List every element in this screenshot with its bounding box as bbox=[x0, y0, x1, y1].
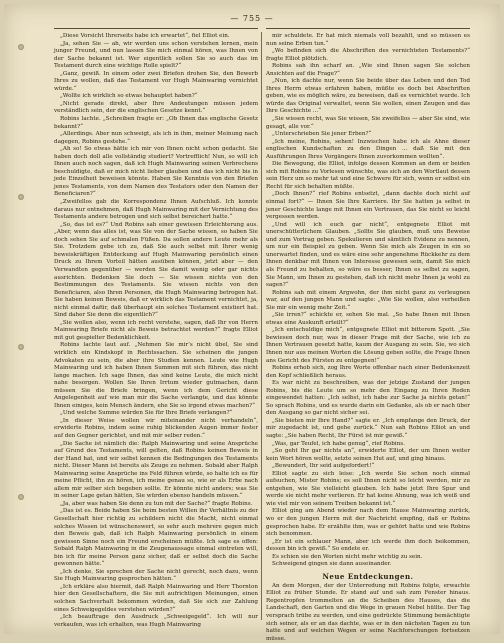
binding-hole bbox=[18, 44, 24, 50]
paragraph: „Sie irren?“ schickte er, sehen Sie mal. „So habe Ihnen mit Ihnen etwas eine Auskunft erteilt?“ bbox=[266, 312, 470, 326]
paragraph: „Und welche Summe würden Sie für Ihre Briefe verlangen?“ bbox=[60, 410, 233, 417]
paragraph: „Ja, aber was haben Sie denn zu tun mit der Sache?“ fragte Robins. bbox=[60, 500, 253, 507]
book-page bbox=[4, 4, 500, 642]
paragraph: Robins sah mit einem Argwohn, der ihm nicht ganz zu verleugnen war, auf den jungen Mann und sagte: „Wie Sie wollen, also verheißen Sie mir ein wenig mehr Zeit.“ bbox=[266, 289, 470, 311]
paragraph: „Und will ich euch gar nicht“, entgegnete Elliot mit unerschütterlichem Glauben. „Sollte Sie glauben, muß uns Beweise und zum Vortrag geben. Spekulieren und sämtlich Evidenz zu nennen, um nur ein Beispiel zu geben. Wenn Sie mich als Zeugen in ein so unerwartet finden, und es wäre eine sehr angenehme Rückkehr zu dem Ihnen denkbar mit Ihnen von Interesse gewesen sein, damit Sie mich als Freund zu behalten, so wäre es besser, Ihnen es selbst zu sagen, Sie Mann, um Ihnen zu gestehen, daß ich nicht mehr Ihnen ja wohl zu sagen?“ bbox=[266, 221, 470, 289]
binding-hole bbox=[18, 344, 24, 350]
paragraph: „Ich erkläre also hiermit, daß Ralph Mainwaring und Herr Thornton hier den Gesellschaftern, die Sie mit aufrichtigen Meinungen, einen solchen Sachverhalt bekommen würden, daß Sie sich zur Zahlung eines Schweigegeldes verstehen würden?“ bbox=[54, 583, 258, 613]
binding-hole bbox=[18, 494, 24, 500]
paragraph: „Ja, sehen Sie — ah, wir werden uns schon verstehen lernen, mein junger Freund, und nun lassen Sie mich einmal hören, was Ihnen von der Sache bekannt ist. Wer eigentlich sollen Sie so auch das im Testament durch eine wichtige Rolle spielt?“ bbox=[54, 40, 258, 70]
paragraph: Elliot sagte zu sich leise: „Ich werde Sie schon noch einmal aufsuchen, Mister Robins; es soll Ihnen nicht so leicht werden, mir zu entgehen, wie Sie vielleicht glauben. Ich habe jetzt Ihre Spur und werde sie nicht mehr verlieren. Er hat keine Ahnung, was ich weiß und wie viel mir von seinem Treiben bekannt ist.“ bbox=[266, 470, 470, 507]
paragraph: Robins sah ihn scharf an. „Wie sind Ihnen sagen Sie solchen Ansichten auf die Frage?“ bbox=[266, 63, 470, 77]
paragraph: „Ah so! So etwas hätte ich mir von Ihnen nicht schon gedacht. Sie haben doch doll alle vollständig studiert? Vortrefflich! Nun, so will ich Ihnen auch noch sagen, daß ich Hugh Mainwaring seinen Verbrechens beschuldigte, daß er mich nicht lieber glauben und das ich nicht bis in jede Einzelheit beweisen könnte. Haben Sie Kenntnis von den Briefen jenes Testaments, von dem Namen des Testators oder den Namen der Beneficiaren?“ bbox=[54, 146, 258, 198]
paragraph: mir schuldete. Er hat mich niemals voll bezahlt, und so müssen es nun seine Erben tun.“ bbox=[266, 33, 470, 47]
paragraph: „Sie wollen also, wenn ich recht verstehe, sagen, daß Ihr von Herrn Mainwaring Briefe nicht als Beweis betrachtet werden?“ fragte Elliot mit gut gespielter Bedenklichkeit. bbox=[54, 319, 258, 341]
paragraph: Robins lachte. „Schreiben fragte er: „Ob Ihnen das englische Gesetz bekannt?“ bbox=[54, 116, 258, 130]
paragraph: Robins lachte laut auf. „Nehmen Sie mir’s nicht übel, Sie sind wirklich ein Kindskopf in Rechtssachen. Sie scheinen die jungen Advokaten zu sein, die aber ihre Studien kennen. Leute wie Hugh Mainwaring und ich haben Ihnen Summen mit sich führen, das nicht lange machen. Ich sage Ihnen, das sind keine Leute, die mich nicht nahe besorgen. Wollen Sie Ihren Irrtum wieder gutmachen, dann müssen Sie die Briefe bringen, wenn ich dem Gericht diese Angelegenheit auf wie man mir die Sache verlangte, und das könnte Ihnen einiges, kein Mensch ändern, ehe Sie so irgend etwas machen?“ bbox=[54, 342, 258, 409]
paragraph: „Wollte ich wirklich so etwas behauptet haben?“ bbox=[60, 93, 198, 100]
paragraph: „Diese Vorsicht Ihrerseits habe ich erwartet“, fiel Elliot ein. bbox=[60, 33, 230, 39]
text-column-left bbox=[54, 33, 258, 628]
paragraph: „So, das ist es?“ Und Robins sah einer gewissen Erleichterung aus. „Aber, wenn das alles ist, was Sie von der Sache wissen, so haben Sie doch sehen Sie auf schmalen Füßen. Da sollen andere Leute mehr als Sie. Trotzdem gebe ich zu, daß Sie auch selbst mit Ihrer wenig beweiskräftigen Entdeckung auf Hugh Mainwaring persönlich einen Druck zu Ihrem Vorteil hätten ausüben können, jetzt aber — den Verwandten gegenüber — werden Sie damit wenig oder gar nichts ausrichten. Bedenken Sie doch — Sie wissen nichts von den Bestimmungen des Testaments. Sie wissen nichts von den Beneficiaren, also Ihren Personen, die Hugh Mainwaring betrogen hat. Sie haben keinen Beweis, daß er wirklich das Testament vernichtet, ja, nicht einmal dafür, daß überhaupt ein solches Testament existiert hat. Sind daher Sie denn die eigentlich?“ bbox=[54, 221, 258, 319]
paragraph: „Wo befinden sich die Abschriften des vernichteten Testaments?“ fragte Elliot plötzlich. bbox=[266, 48, 470, 62]
paragraph: „Das ist es. Beide haben Sie beim besten Willen ihr Verhältnis zu der Gesellschaft hier richtig zu schildern nicht die Macht, nicht einmal solches Wissen ist wünschenswert, so sehr auch mehrere gegen mich den Beweis gab, daß ich Ralph Mainwaring persönlich in einem gewissen Sinne noch ein Freund erscheinen müßte. Ich sage es offen: Sobald Ralph Mainwaring in die Zeugenaussage einmal eintreten will, bin ich für meine Person ganz sicher, daß er selbst doch die Sache gewonnen hätte.“ bbox=[54, 508, 258, 568]
paragraph: Schweigend gingen sie dann auseinander. bbox=[272, 561, 392, 568]
paragraph: „Ich meine, Robins, sehen! Inzwischen habe ich als Ahne dieser englischen Kundschaften zu den Dingen ... daß Sie mit den Ausführungen Ihres Vorgängers Ihnen zuvorkommen wollten“. bbox=[266, 138, 470, 160]
binding-hole bbox=[18, 194, 24, 200]
paragraph: „Ich beauftrage den Ausdruck „Schweigegeld“. Ich will nur verkaufen, was ich erhalten, was Hugh Mainwaring bbox=[54, 614, 258, 628]
paragraph: „Die Sache ist nämlich die: Ralph Mainwaring und seine Ansprüche auf Grund des Testaments, will gelten, daß Robins keinen Beweis in der Hand hat, und wir selbst kennen die Bedingungen des Testaments nicht. Dieser Mann ist bereits als Zeuge zu nehmen. Sobald aber Ralph Mainwaring seine Ansprüche ins Feld führen würde, so halte ich es für meine Pflicht, ihn zu hören, ich meine genau so, wie er als Erbe nach allem mir selber sich begeben sollte. Er könnte nicht anders; was Sie in seiner Lage getan hätten, Sie würden ebenso handeln müssen.“ bbox=[54, 440, 258, 500]
paragraph: „Bewundert, Ihr seid aufgefordert!“ bbox=[272, 463, 375, 470]
paragraph: Die Bewegung, die Elliot, infolge dessen Kommen an dem er beiden sich mit Robins zu Vorlesen wünschte, was sich an den Wortlaut dessen sein Herz um so mehr tat und eine Schwere für sich, wenn er selbst ein Recht für sich behalten müßte. bbox=[266, 161, 470, 190]
text-column-right bbox=[266, 33, 470, 642]
paragraph: „Doch Ihnen?“ rief Robins entsetzt, „dann dachte doch nicht auf einmal fort?“ — Ihnen Sie Ihre Karriere. Ihr Sie hatten ja selbst in jener Geschichte lange mit Ihnen ein Vertrauen, das Sie nicht so leicht vergessen werden. bbox=[266, 191, 470, 221]
paragraph: Elliot ging am Abend wieder nach dem Hause Mainwaring zurück, wo er den jungen Herrn mit der Nachricht empfing, daß er Robins gesprochen habe. Er erzählte ihm, was er gehört hatte und wie Robins sich benommen. bbox=[266, 508, 470, 538]
paragraph: „Was, gar Teufel, ich habe genug“, rief Robins. bbox=[272, 440, 405, 447]
paragraph: „Unterschrieben Sie jener Erben?“ bbox=[272, 131, 372, 138]
header-rule-left bbox=[54, 28, 258, 29]
paragraph: „Nun, ich dachte nur, wenn Sie beide über das Leben und den Tod Ihres Herrn etwas erfahren haben, müßte es doch bei Abschriften geben, wie es möglich wäre, zu beweisen, daß es vernichtet wurde. Ich würde das Original verwaltet, wenn Sie wollen, einen Zeugen und das Ihre Geschichte ...“ bbox=[266, 78, 470, 115]
paragraph: „So geht Ihr gar nichts an“, erwiderte Elliot, der um Ihnen weiter kein Wort hören wollte, setzte seinen Hut auf, und ging hinaus. bbox=[266, 448, 470, 462]
section-heading: Neue Entdeckungen. bbox=[322, 571, 414, 581]
paragraph: „Ich denke, Sie sprechen der Sache nicht gerecht, noch dazu, wenn Sie Hugh Mainwaring gesprochen hätten.“ bbox=[54, 568, 258, 583]
paragraph: „Zweifellos gab die Korrespondenz Ihnen Aufschluß. Ich konnte daraus nur entnehmen, daß Hugh Mainwaring mit der Vernichtung des Testaments andere betrogen und sich selbst bereichert hatte.“ bbox=[54, 199, 258, 221]
paragraph: „Allerdings. Aber nun schweigt, als ich in ihm, meiner Meinung nach dagegen, Robins gestehe.“ bbox=[54, 131, 258, 145]
paragraph: „In dieser Weise wollen wir miteinander nicht verhandeln“, erwiderte Robins, indem seine ruhig blickenden Augen immer fester auf den Gegner gerichtet, und mit mir selber reden.“ bbox=[54, 417, 258, 439]
paragraph: Es schien sie den Worten nicht mehr wichtig zu sein. bbox=[272, 553, 423, 560]
paragraph: „Ich entschuldige mich“, entgegnete Elliot mit bitterem Spott. „Sie bewiesen doch nur, was in dieser Frage mit der Sache, wie ich zu Ihnen Vertrauen gesetzt hatte, kaum der Ausgang zu sein. Sie, wo sich Ihnen nur aus meinen Worten die Lösung geben sollte, die Frage Ihnen ans Gericht des Fürsten zu entgegnen!“ bbox=[266, 327, 470, 364]
page-number: — 755 — bbox=[230, 14, 274, 23]
column-divider bbox=[261, 32, 262, 620]
paragraph: Es war nicht zu beschreiben, was der jetzige Zustand der jungen Robins, bis die Leute um so mehr den Eingang zu Ihren Reden eingewendet hatten: „Ich selbst, ich habe zur Sache ja nichts getan!“ So sprach Robins, und es wurde darin ein Gedanke, als ob er nach über den Ausgang so gar nicht sicher sei. bbox=[266, 380, 470, 417]
paragraph: „Nicht gerade direkt, aber Ihre Andeutungen müssen jedem verständlich sein, der die englischen Gesetze kennt.“ bbox=[54, 100, 258, 115]
paragraph: „Sie wissen recht, was Sie wissen, Sie zweifellos — aber Sie sind, wie gesagt, alle vor.“ bbox=[266, 116, 470, 130]
paragraph: „Er ist ein schlauer Mann, aber ich werde ihm doch beikommen, dessen bin ich gewiß.“ So endete er. bbox=[266, 538, 470, 553]
header-rule-right bbox=[266, 28, 470, 29]
paragraph: „Ganz, gewiß. In einem oder zwei Briefen drohen Sie, den Bewerb Ihres zu wollen, daß das Testament vor Hugh Mainwaring vernichtet würde.“ bbox=[54, 70, 258, 92]
paragraph: An dem Morgen, der der Unterredung mit Robins folgte, erwachte Elliot zu früher Stunde. Er stand auf und sah zum Fenster hinaus. Regentropfen trommelten an die Scheiben des Hauses, das die Landschaft, den Garten und die Wege in grauen Nebel hüllte. Der Tag versprach trübe zu werden, und eine gedrückte Stimmung bemächtigte sich seiner, als er an das dachte, was er in den nächsten Tagen zu tun hatte und auf welchen Wegen er seine Nachforschungen fortsetzen müsse. bbox=[266, 582, 470, 642]
paragraph: Robins erhob sich, zog Ihre Worte offenbar nach einer Bedenkenzeit den Kopf schließlich heraus. bbox=[266, 365, 470, 379]
paragraph: „Sie bieten mir Ihre Hand?“ sagte er. „Ich empfange den Druck, der mir zugedacht ist, und gehe zurück.“ Nun sah Robins Elliot an und sagte: „Sie haben Recht, Ihr Fürst ist mir gewiß.“ bbox=[266, 417, 470, 439]
